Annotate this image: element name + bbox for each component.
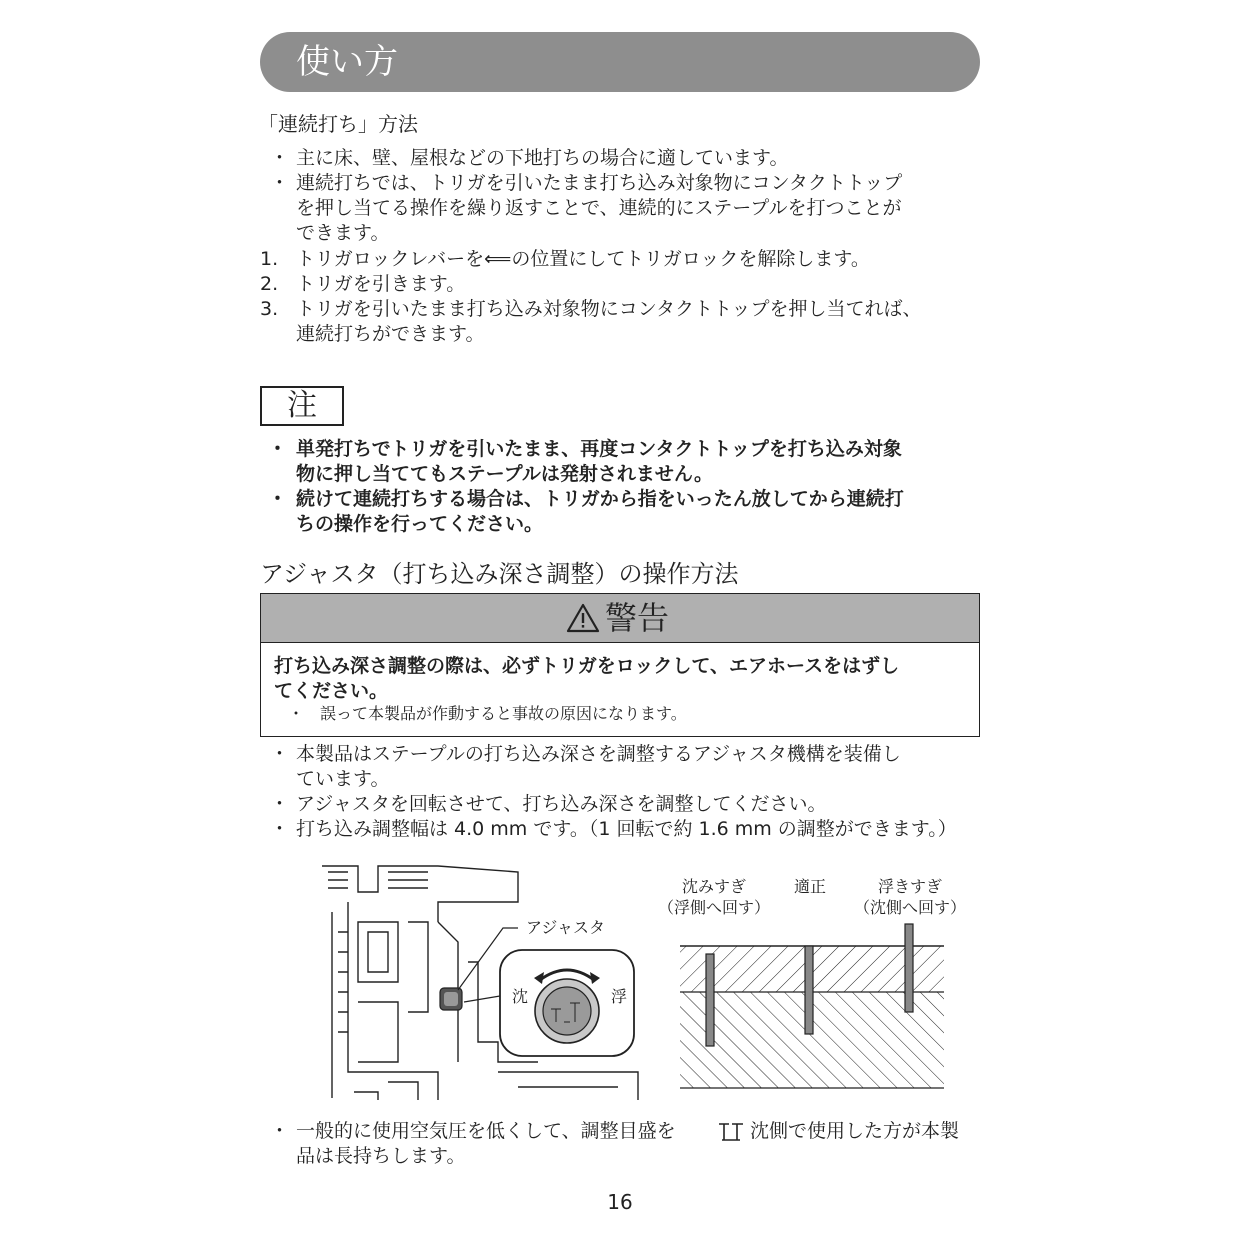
bullet-text: 打ち込み調整幅は 4.0 mm です。（1 回転で約 1.6 mm の調整ができます。）: [296, 818, 957, 840]
note-text: 単発打ちでトリガを引いたまま、再度コンタクトトップを打ち込み対象: [296, 438, 902, 460]
footer-note-text: 一般的に使用空気圧を低くして、調整目盛を: [296, 1120, 676, 1142]
bullet-text: 本製品はステープルの打ち込み深さを調整するアジャスタ機構を装備し: [296, 743, 901, 765]
step-text: トリガを引いたまま打ち込み対象物にコンタクトトップを押し当てれば、: [296, 298, 922, 320]
warning-text: てください。: [274, 680, 389, 702]
warning-title: 警告: [605, 599, 670, 637]
footer-note-text: 品は長持ちします。: [296, 1145, 466, 1167]
too-shallow-hint: （沈側へ回す）: [853, 898, 966, 917]
bullet-mark: ・: [270, 818, 290, 840]
page-title: 使い方: [296, 42, 398, 82]
bullet-mark: ・: [270, 172, 290, 194]
step-number: 2.: [260, 273, 279, 295]
bullet-mark: ・: [268, 438, 288, 460]
note-text: 続けて連続打ちする場合は、トリガから指をいったん放してから連続打: [296, 488, 904, 510]
depth-diagram: [678, 920, 946, 1092]
bullet-text: できます。: [296, 222, 390, 244]
warning-text: 打ち込み深さ調整の際は、必ずトリガをロックして、エアホースをはずし: [274, 655, 900, 677]
step-number: 1.: [260, 248, 279, 270]
too-shallow-label: 浮きすぎ: [877, 877, 942, 896]
too-deep-label: 沈みすぎ: [681, 877, 746, 896]
sink-scale-icon: [716, 1120, 746, 1144]
bullet-text: アジャスタを回転させて、打ち込み深さを調整してください。: [296, 793, 827, 815]
adjuster-section-title: アジャスタ（打ち込み深さ調整）の操作方法: [260, 560, 739, 588]
continuous-section-title: 「連続打ち」方法: [258, 112, 418, 136]
bullet-text: 連続打ちでは、トリガを引いたまま打ち込み対象物にコンタクトトップ: [296, 172, 903, 194]
bullet-mark: ・: [270, 743, 290, 765]
bullet-mark: ・: [270, 1120, 290, 1142]
step-text: 連続打ちができます。: [296, 323, 485, 345]
bullet-mark: ・: [270, 147, 290, 169]
bullet-text: を押し当てる操作を繰り返すことで、連続的にステープルを打つことが: [296, 197, 902, 219]
bullet-mark: ・: [268, 488, 288, 510]
step-text: トリガロックレバーを⟸の位置にしてトリガロックを解除します。: [296, 248, 870, 270]
sink-label: 沈: [512, 987, 529, 1006]
bullet-text: 主に床、壁、屋根などの下地打ちの場合に適しています。: [296, 147, 789, 169]
note-text: ちの操作を行ってください。: [296, 513, 544, 535]
page-number: 16: [607, 1190, 633, 1214]
proper-label: 適正: [793, 877, 826, 896]
footer-note-text: 沈側で使用した方が本製: [750, 1120, 960, 1142]
too-deep-hint: （浮側へ回す）: [657, 898, 770, 917]
tool-illustration: [318, 862, 648, 1102]
bullet-mark: ・: [270, 793, 290, 815]
adjuster-label: アジャスタ: [526, 918, 606, 937]
warning-subtext: ・ 誤って本製品が作動すると事故の原因になります。: [288, 704, 687, 723]
step-number: 3.: [260, 298, 279, 320]
warning-triangle-icon: [566, 603, 600, 633]
note-text: 物に押し当ててもステープルは発射されません。: [296, 463, 714, 485]
note-label: 注: [287, 388, 317, 423]
float-label: 浮: [611, 987, 628, 1006]
bullet-text: ています。: [296, 768, 390, 790]
step-text: トリガを引きます。: [296, 273, 466, 295]
